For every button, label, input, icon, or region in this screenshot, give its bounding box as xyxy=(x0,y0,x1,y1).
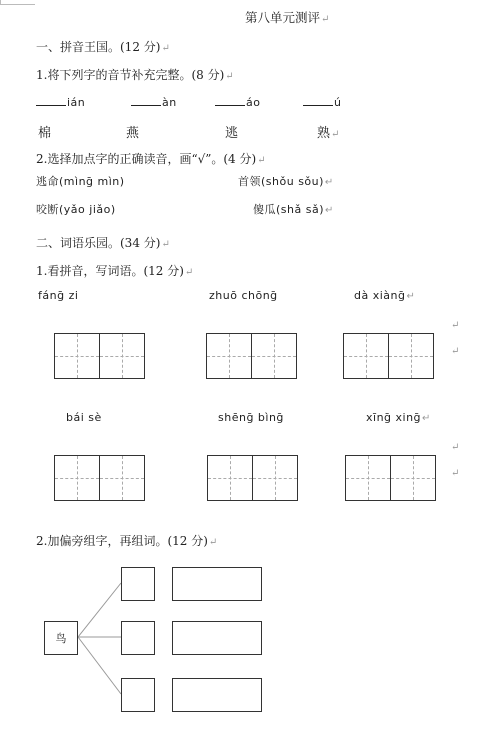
section2-q1-prompt: 1.看拼音，写词语。(12 分)↵ xyxy=(36,264,194,278)
syllable-blank-4[interactable]: ú xyxy=(303,95,341,109)
word-answer-box-1[interactable] xyxy=(172,567,262,601)
pinyin-label-1: fánḡ zi xyxy=(38,289,79,302)
radical-answer-box-3[interactable] xyxy=(121,678,155,712)
paragraph-mark: ↵ xyxy=(451,320,460,331)
character-4: 熟↵ xyxy=(317,126,340,141)
pinyin-label-5: shēnḡ bìnḡ xyxy=(218,411,284,424)
paragraph-mark: ↵ xyxy=(451,468,460,479)
word-answer-box-2[interactable] xyxy=(172,621,262,655)
pinyin-label-6: xīnḡ xinḡ↵ xyxy=(366,411,431,424)
paragraph-mark: ↵ xyxy=(451,346,460,357)
section2-q2-prompt: 2.加偏旁组字，再组词。(12 分)↵ xyxy=(36,534,218,548)
word-answer-box-3[interactable] xyxy=(172,678,262,712)
reading-choice-3[interactable]: 咬断(yǎo jiǎo) xyxy=(36,203,116,216)
section1-q2-prompt: 2.选择加点字的正确读音，画“√”。(4 分)↵ xyxy=(36,152,266,166)
pinyin-label-4: bái sè xyxy=(66,411,102,424)
section1-q1-prompt: 1.将下列字的音节补充完整。(8 分)↵ xyxy=(36,68,234,82)
section1-heading: 一、拼音王国。(12 分)↵ xyxy=(36,40,170,54)
syllable-blank-3[interactable]: áo xyxy=(215,95,260,109)
paragraph-mark: ↵ xyxy=(451,442,460,453)
character-1: 棉 xyxy=(38,126,52,141)
radical-base-box: 鸟 xyxy=(44,621,78,655)
reading-choice-2[interactable]: 首领(shǒu sǒu)↵ xyxy=(238,175,334,188)
radical-answer-box-2[interactable] xyxy=(121,621,155,655)
pinyin-label-3: dà xiànḡ↵ xyxy=(354,289,416,302)
character-3: 逃 xyxy=(225,126,239,141)
character-2: 燕 xyxy=(126,126,140,141)
syllable-blank-1[interactable]: ián xyxy=(36,95,85,109)
section2-heading: 二、词语乐园。(34 分)↵ xyxy=(36,236,170,250)
radical-answer-box-1[interactable] xyxy=(121,567,155,601)
reading-choice-4[interactable]: 傻瓜(shǎ sǎ)↵ xyxy=(253,203,334,216)
reading-choice-1[interactable]: 逃命(mìnḡ mìn) xyxy=(36,175,125,188)
pinyin-label-2: zhuō chōnḡ xyxy=(209,289,278,302)
page-title: 第八单元测评↵ xyxy=(245,10,330,25)
syllable-blank-2[interactable]: àn xyxy=(131,95,177,109)
